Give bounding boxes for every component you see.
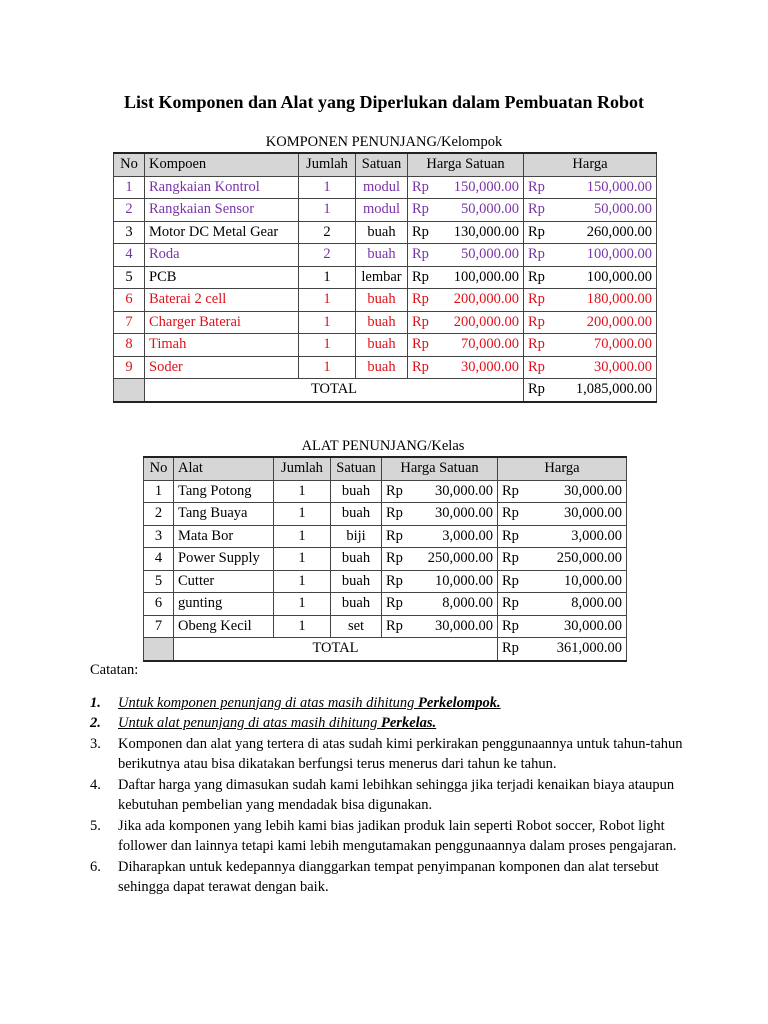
header-no: No (114, 153, 145, 176)
notes-section (90, 660, 690, 898)
cell-price: Rp 150,000.00 (524, 176, 657, 199)
cell-no: 6 (114, 289, 145, 312)
cell-unit: buah (356, 356, 408, 379)
notes-heading: Catatan: (90, 662, 139, 678)
table-row (114, 176, 657, 199)
header-price: Harga (524, 153, 657, 176)
cell-no: 3 (144, 525, 174, 548)
cell-name: Rangkaian Sensor (145, 199, 299, 222)
cell-unit: buah (356, 244, 408, 267)
cell-price: Rp 30,000.00 (498, 615, 627, 638)
cell-unit: buah (331, 480, 382, 503)
cell-unit: buah (331, 503, 382, 526)
cell-unit: set (331, 615, 382, 638)
note-number: 2. (90, 715, 101, 731)
note-text: Komponen dan alat yang tertera di atas sudah kimi perkirakan penggunaannya untuk tahun-tahun berikutnya atau bisa dikatakan berfungsi terus menerus dari tahun ke tahun. (118, 735, 683, 772)
header-unit-price: Harga Satuan (408, 153, 524, 176)
cell-name: Roda (145, 244, 299, 267)
cell-qty: 2 (299, 221, 356, 244)
cell-qty: 1 (274, 548, 331, 571)
table-row (114, 289, 657, 312)
cell-qty: 1 (274, 615, 331, 638)
table-row (114, 199, 657, 222)
cell-unit-price: Rp 50,000.00 (408, 244, 524, 267)
cell-unit: lembar (356, 266, 408, 289)
header-unit: Satuan (331, 457, 382, 480)
note-number: 4. (90, 776, 101, 793)
cell-no: 1 (114, 176, 145, 199)
cell-unit-price: Rp 50,000.00 (408, 199, 524, 222)
cell-price: Rp 100,000.00 (524, 244, 657, 267)
table-row (114, 266, 657, 289)
cell-unit-price: Rp 8,000.00 (382, 593, 498, 616)
cell-unit: buah (331, 570, 382, 593)
cell-name: Tang Potong (174, 480, 274, 503)
note-text: Untuk alat penunjang di atas masih dihitung Perkelas. (118, 715, 437, 731)
cell-name: Cutter (174, 570, 274, 593)
cell-name: Motor DC Metal Gear (145, 221, 299, 244)
header-price: Harga (498, 457, 627, 480)
cell-qty: 1 (274, 570, 331, 593)
total-value: Rp 1,085,000.00 (524, 379, 657, 402)
note-text: Diharapkan untuk kedepannya dianggarkan tempat penyimpanan komponen dan alat tersebut sehingga dapat terawat dengan baik. (118, 858, 659, 895)
note-item (90, 734, 690, 775)
cell-name: Obeng Kecil (174, 615, 274, 638)
cell-unit-price: Rp 30,000.00 (408, 356, 524, 379)
cell-price: Rp 250,000.00 (498, 548, 627, 571)
cell-qty: 1 (274, 525, 331, 548)
note-text: Jika ada komponen yang lebih kami bias jadikan produk lain seperti Robot soccer, Robot light follower dan lainnya tetapi kami lebih mengutamakan penggunaannya dalam proses pengajaran. (118, 817, 677, 854)
komponen-table (113, 152, 657, 403)
komponen-caption: KOMPONEN PENUNJANG/Kelompok (265, 134, 503, 150)
cell-price: Rp 30,000.00 (498, 503, 627, 526)
cell-qty: 1 (274, 480, 331, 503)
cell-no: 4 (144, 548, 174, 571)
cell-price: Rp 8,000.00 (498, 593, 627, 616)
page-title: List Komponen dan Alat yang Diperlukan dalam Pembuatan Robot (123, 92, 645, 112)
table-row (144, 480, 627, 503)
note-number: 3. (90, 735, 101, 752)
cell-unit: modul (356, 199, 408, 222)
cell-unit-price: Rp 150,000.00 (408, 176, 524, 199)
cell-no: 2 (114, 199, 145, 222)
cell-name: gunting (174, 593, 274, 616)
alat-header-row (144, 457, 627, 480)
cell-qty: 1 (299, 334, 356, 357)
note-text: Untuk komponen penunjang di atas masih dihitung Perkelompok. (118, 694, 501, 711)
table-row (144, 548, 627, 571)
cell-qty: 1 (274, 593, 331, 616)
cell-name: Charger Baterai (145, 311, 299, 334)
table-row (114, 221, 657, 244)
cell-qty: 1 (299, 176, 356, 199)
note-item (90, 693, 690, 714)
cell-name: PCB (145, 266, 299, 289)
header-name: Kompoen (145, 153, 299, 176)
cell-price: Rp 3,000.00 (498, 525, 627, 548)
note-text: Daftar harga yang dimasukan sudah kami lebihkan sehingga jika terjadi kenaikan biaya ataupun kebutuhan pembelian yang mendadak bisa digunakan. (118, 776, 675, 813)
cell-name: Power Supply (174, 548, 274, 571)
table-row (144, 615, 627, 638)
cell-no: 7 (144, 615, 174, 638)
cell-price: Rp 30,000.00 (498, 480, 627, 503)
cell-qty: 1 (299, 266, 356, 289)
note-item (90, 713, 690, 734)
note-item (90, 816, 690, 857)
cell-unit: buah (356, 311, 408, 334)
header-qty: Jumlah (299, 153, 356, 176)
header-qty: Jumlah (274, 457, 331, 480)
cell-qty: 1 (274, 503, 331, 526)
cell-name: Soder (145, 356, 299, 379)
cell-no: 5 (144, 570, 174, 593)
cell-price: Rp 50,000.00 (524, 199, 657, 222)
cell-unit-price: Rp 70,000.00 (408, 334, 524, 357)
note-item (90, 775, 690, 816)
table-row (144, 525, 627, 548)
cell-unit-price: Rp 3,000.00 (382, 525, 498, 548)
header-name: Alat (174, 457, 274, 480)
notes-list (90, 693, 690, 898)
table-row (114, 311, 657, 334)
cell-price: Rp 100,000.00 (524, 266, 657, 289)
note-number: 6. (90, 858, 101, 875)
cell-no: 5 (114, 266, 145, 289)
cell-no: 1 (144, 480, 174, 503)
cell-qty: 1 (299, 199, 356, 222)
cell-name: Baterai 2 cell (145, 289, 299, 312)
cell-qty: 1 (299, 289, 356, 312)
cell-unit-price: Rp 100,000.00 (408, 266, 524, 289)
cell-unit-price: Rp 200,000.00 (408, 311, 524, 334)
header-unit: Satuan (356, 153, 408, 176)
header-unit-price: Harga Satuan (382, 457, 498, 480)
cell-no: 3 (114, 221, 145, 244)
total-label: TOTAL (145, 379, 524, 402)
table-row (114, 244, 657, 267)
cell-price: Rp 200,000.00 (524, 311, 657, 334)
table-row (144, 570, 627, 593)
table-row (144, 503, 627, 526)
header-no: No (144, 457, 174, 480)
table-row (114, 356, 657, 379)
cell-qty: 2 (299, 244, 356, 267)
note-number: 1. (90, 694, 101, 711)
cell-price: Rp 260,000.00 (524, 221, 657, 244)
cell-name: Tang Buaya (174, 503, 274, 526)
cell-no: 8 (114, 334, 145, 357)
cell-name: Mata Bor (174, 525, 274, 548)
cell-unit-price: Rp 30,000.00 (382, 480, 498, 503)
cell-price: Rp 10,000.00 (498, 570, 627, 593)
note-number: 5. (90, 817, 101, 834)
cell-unit-price: Rp 30,000.00 (382, 615, 498, 638)
cell-unit: buah (331, 548, 382, 571)
komponen-header-row (114, 153, 657, 176)
cell-unit-price: Rp 30,000.00 (382, 503, 498, 526)
cell-no: 6 (144, 593, 174, 616)
cell-no: 9 (114, 356, 145, 379)
note-item (90, 857, 690, 898)
cell-unit-price: Rp 250,000.00 (382, 548, 498, 571)
cell-unit-price: Rp 130,000.00 (408, 221, 524, 244)
cell-unit: biji (331, 525, 382, 548)
cell-qty: 1 (299, 356, 356, 379)
table-row (114, 334, 657, 357)
cell-name: Rangkaian Kontrol (145, 176, 299, 199)
table-row (144, 593, 627, 616)
alat-caption: ALAT PENUNJANG/Kelas (301, 438, 465, 454)
total-value: Rp 361,000.00 (498, 638, 627, 661)
cell-price: Rp 70,000.00 (524, 334, 657, 357)
cell-no: 7 (114, 311, 145, 334)
alat-table (143, 456, 627, 662)
cell-price: Rp 180,000.00 (524, 289, 657, 312)
cell-no: 2 (144, 503, 174, 526)
cell-unit: buah (331, 593, 382, 616)
cell-unit: buah (356, 289, 408, 312)
cell-name: Timah (145, 334, 299, 357)
cell-unit: modul (356, 176, 408, 199)
alat-total-row (144, 638, 627, 661)
total-label: TOTAL (174, 638, 498, 661)
komponen-total-row (114, 379, 657, 402)
cell-unit: buah (356, 221, 408, 244)
cell-unit-price: Rp 200,000.00 (408, 289, 524, 312)
cell-unit-price: Rp 10,000.00 (382, 570, 498, 593)
cell-unit: buah (356, 334, 408, 357)
cell-no: 4 (114, 244, 145, 267)
cell-price: Rp 30,000.00 (524, 356, 657, 379)
cell-qty: 1 (299, 311, 356, 334)
